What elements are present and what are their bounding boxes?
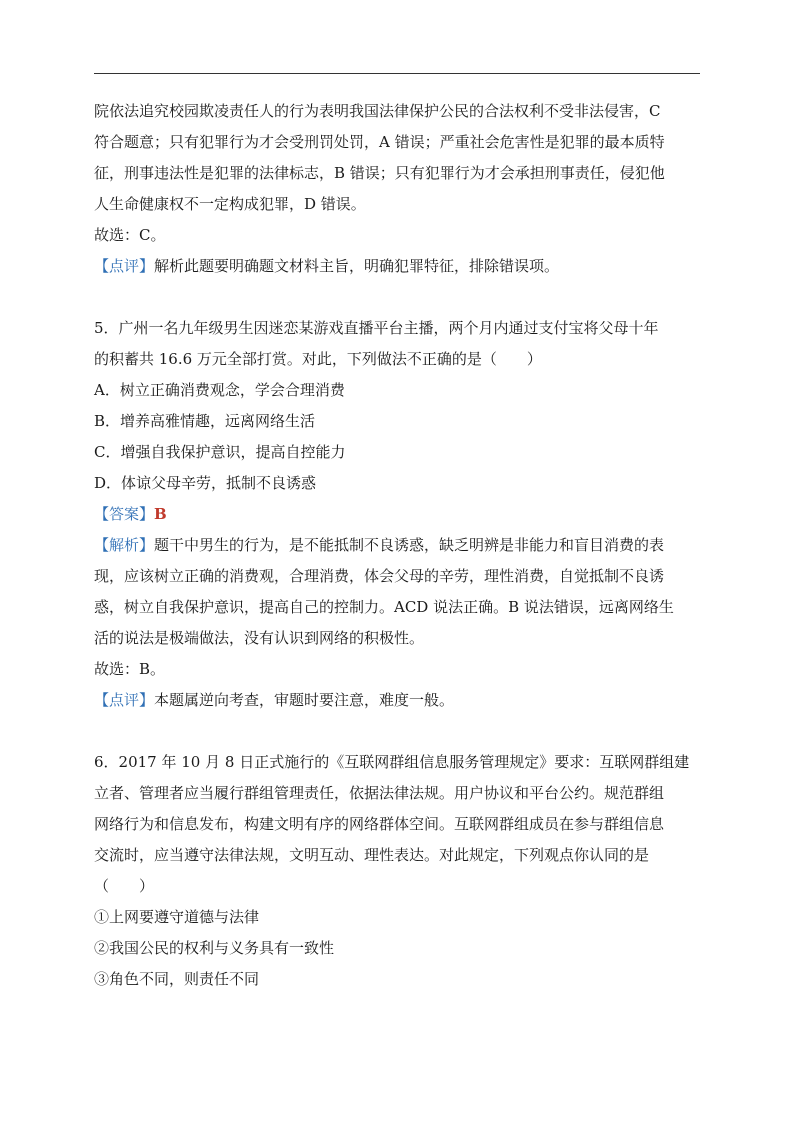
answer-value: B <box>154 505 167 523</box>
q6-statement-3: ③角色不同，则责任不同 <box>94 970 260 988</box>
q5-review <box>94 685 700 716</box>
review-tag: 【点评】 <box>94 257 155 275</box>
q5-answer <box>94 499 700 530</box>
prev-analysis-line: 征，刑事违法性是犯罪的法律标志，B 错误；只有犯罪行为才会承担刑事责任，侵犯他 <box>94 164 665 182</box>
prev-analysis-line: 院依法追究校园欺凌责任人的行为表明我国法律保护公民的合法权利不受非法侵害，C <box>94 102 661 120</box>
q5-option-d: D．体谅父母辛劳，抵制不良诱惑 <box>94 474 317 492</box>
q6-stem-line: 交流时，应当遵守法律法规，文明互动、理性表达。对此规定，下列观点你认同的是 <box>94 846 650 864</box>
q6-stem-line: 立者、管理者应当履行群组管理责任，依据法律法规。用户协议和平台公约。规范群组 <box>94 784 665 802</box>
q5-analysis-line: 活的说法是极端做法，没有认识到网络的积极性。 <box>94 629 425 647</box>
prev-choice: 故选：C。 <box>94 226 166 244</box>
q5-stem-line: 的积蓄共 16.6 万元全部打赏。对此，下列做法不正确的是（ ） <box>94 350 542 368</box>
review-text: 解析此题要明确题文材料主旨，明确犯罪特征，排除错误项。 <box>154 257 560 275</box>
q5-option-a: A．树立正确消费观念，学会合理消费 <box>94 381 345 399</box>
q5-analysis-line: 惑，树立自我保护意识，提高自己的控制力。ACD 说法正确。B 说法错误，远离网络生 <box>94 598 674 616</box>
q5-choice: 故选：B。 <box>94 660 166 678</box>
q6-statement-1: ①上网要遵守道德与法律 <box>94 908 260 926</box>
q5-analysis-line: 现，应该树立正确的消费观，合理消费，体会父母的辛劳，理性消费，自觉抵制不良诱 <box>94 567 665 585</box>
q6-statement-2: ②我国公民的权利与义务具有一致性 <box>94 939 335 957</box>
answer-tag: 【答案】 <box>94 505 155 523</box>
prev-analysis-line: 符合题意；只有犯罪行为才会受刑罚处罚，A 错误；严重社会危害性是犯罪的最本质特 <box>94 133 665 151</box>
q6-stem-line: 6．2017 年 10 月 8 日正式施行的《互联网群组信息服务管理规定》要求：互联网群组建 <box>94 753 690 771</box>
prev-analysis-line: 人生命健康权不一定构成犯罪，D 错误。 <box>94 195 366 213</box>
header-rule <box>94 73 700 74</box>
q5-analysis-line <box>94 530 700 561</box>
review-text: 本题属逆向考查，审题时要注意，难度一般。 <box>154 691 455 709</box>
q6-stem-line: （ ） <box>94 877 155 895</box>
analysis-tag: 【解析】 <box>94 536 155 554</box>
document-body <box>94 96 700 995</box>
review-tag: 【点评】 <box>94 691 155 709</box>
q5-option-b: B．增养高雅情趣，远离网络生活 <box>94 412 316 430</box>
q5-stem-line: 5．广州一名九年级男生因迷恋某游戏直播平台主播，两个月内通过支付宝将父母十年 <box>94 319 659 337</box>
analysis-text: 题干中男生的行为，是不能抵制不良诱惑，缺乏明辨是非能力和盲目消费的表 <box>154 536 665 554</box>
q5-option-c: C．增强自我保护意识，提高自控能力 <box>94 443 346 461</box>
q6-stem-line: 网络行为和信息发布，构建文明有序的网络群体空间。互联网群组成员在参与群组信息 <box>94 815 665 833</box>
prev-review <box>94 251 700 282</box>
